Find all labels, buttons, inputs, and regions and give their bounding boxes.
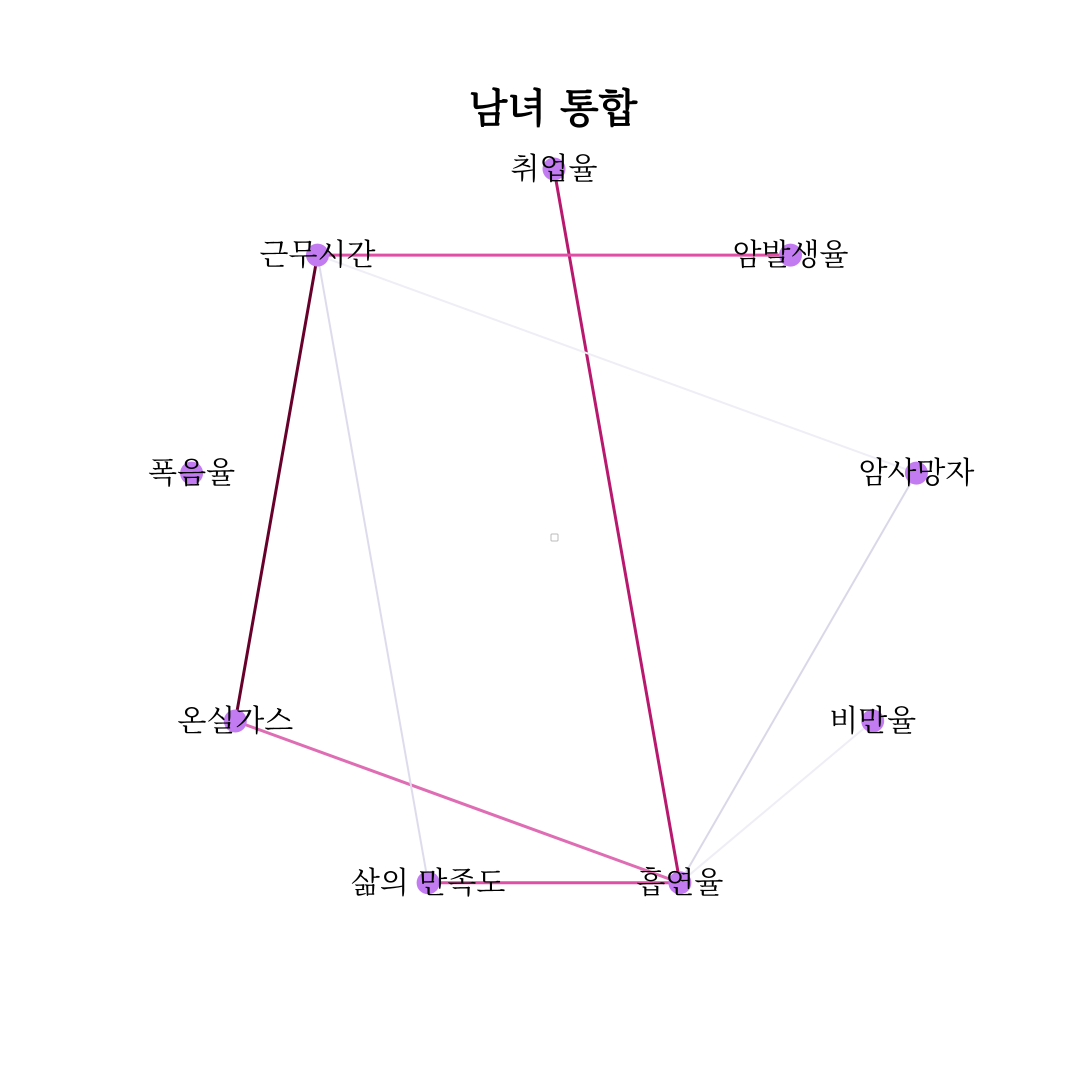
edge-obesity-smoking [680,721,873,883]
node-label-binge_drinking: 폭음율 [148,456,236,492]
node-label-cancer_incidence: 암발생율 [732,238,849,274]
edge-work_hours-cancer_mortality [318,255,917,473]
edge-employment-smoking [554,169,680,883]
node-label-cancer_mortality: 암사망자 [858,456,975,492]
node-label-ghg: 온실가스 [177,704,294,739]
node-label-work_hours: 근무시간 [259,238,376,274]
center-marker [551,534,558,541]
edge-work_hours-life_satisfaction [318,255,429,883]
edge-layer [235,169,916,883]
edge-work_hours-ghg [235,255,317,721]
chart-title: 남녀 통합 [468,86,638,132]
node-label-life_satisfaction: 삶의 만족도 [350,865,506,901]
node-label-smoking: 흡연율 [636,865,724,901]
edge-ghg-smoking [235,721,680,883]
label-layer [148,152,974,901]
node-label-obesity: 비만율 [829,704,917,739]
edge-cancer_mortality-smoking [680,473,917,883]
node-label-employment: 취업율 [510,152,598,187]
